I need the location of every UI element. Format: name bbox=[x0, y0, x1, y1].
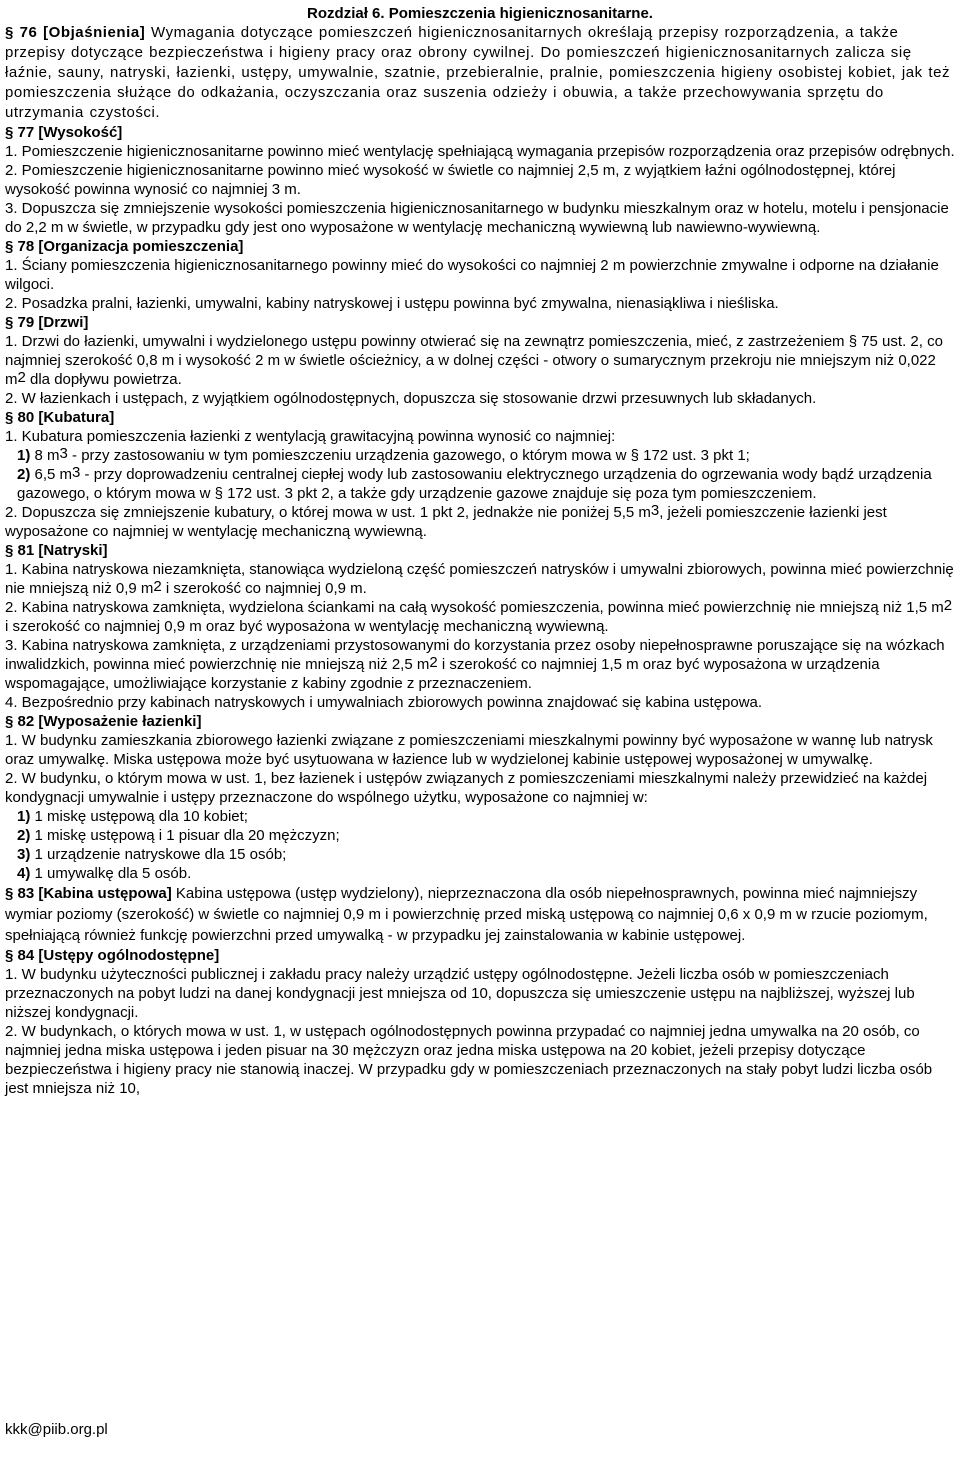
superscript: 3 bbox=[59, 445, 68, 462]
section-80-p2-text: 2. Dopuszcza się zmniejszenie kubatury, o której mowa w ust. 1 pkt 2, jednakże nie poniżej 5,5 m bbox=[5, 504, 651, 521]
section-80-item-1 bbox=[5, 446, 955, 465]
section-81-p2-text: 2. Kabina natryskowa zamknięta, wydzielona ściankami na całą wysokość pomieszczenia, powinna mieć powierzchnię nie mniejszą niż 1,5 m bbox=[5, 599, 944, 616]
item-text-end: - przy doprowadzeniu centralnej ciepłej wody lub zastosowaniu elektrycznego urządzenia do ogrzewania wody bądź urządzenia gazowego, o którym mowa w § 172 ust. 3 pkt 2, a także gdy urządzenie gazowe znajduje się poza tym pomieszczeniem. bbox=[17, 466, 932, 502]
section-82-p2: 2. W budynku, o którym mowa w ust. 1, bez łazienek i ustępów związanych z pomieszczeniami mieszkalnymi należy przewidzieć na każdej kondygnacji umywalnie i ustępy przeznaczone do wspólnego użytku, wyposażone co najmniej w: bbox=[5, 770, 928, 806]
section-82-item-4 bbox=[5, 864, 955, 883]
section-84-p1: 1. W budynku użyteczności publicznej i zakładu pracy należy urządzić ustępy ogólnodostępne. Jeżeli liczba osób w pomieszczeniach przeznaczonych na pobyt ludzi na danej kondygnacji jest mniejsza od 10, dopuszcza się umieszczenie ustępu na najbliższej, wyższej lub niższej kondygnacji. bbox=[5, 966, 915, 1021]
item-number: 3) bbox=[17, 846, 31, 863]
section-80-p2 bbox=[5, 503, 955, 541]
chapter-title: Rozdział 6. Pomieszczenia higienicznosanitarne. bbox=[307, 5, 653, 22]
section-82-p1: 1. W budynku zamieszkania zbiorowego łazienki związane z pomieszczeniami mieszkalnymi powinny być wyposażone w wannę lub natrysk oraz umywalkę. Miska ustępowa może być usytuowana w łazience lub w wydzielonej kabinie ustępowej wyposażonej w umywalkę. bbox=[5, 732, 933, 768]
section-82-heading: § 82 [Wyposażenie łazienki] bbox=[5, 713, 202, 730]
superscript: 3 bbox=[72, 464, 81, 481]
section-77-p2: 2. Pomieszczenie higienicznosanitarne powinno mieć wysokość w świetle co najmniej 2,5 m, z wyjątkiem łaźni ogólnodostępnej, której wysokość powinna wynosić co najmniej 3 m. bbox=[5, 162, 896, 198]
section-81-p2 bbox=[5, 598, 955, 636]
section-82-item-3 bbox=[5, 845, 955, 864]
superscript: 2 bbox=[943, 597, 953, 614]
section-80-item-2 bbox=[5, 465, 955, 503]
section-79-p1-text: 1. Drzwi do łazienki, umywalni i wydzielonego ustępu powinny otwierać się na zewnątrz pomieszczenia, mieć, z zastrzeżeniem § 75 ust. 2, co najmniej szerokość 0,8 m i wysokość 2 m w świetle ościeżnicy, a w dolnej części - otwory o sumarycznym przekroju nie mniejszym niż 0,022 m bbox=[5, 333, 943, 388]
section-76-text: Wymagania dotyczące pomieszczeń higienicznosanitarnych określają przepisy rozporządzenia, a także przepisy dotyczące bezpieczeństwa i higieny pracy oraz obrony cywilnej. Do pomieszczeń higienicznosanitarnych zalicza się łaźnie, sauny, natryski, łazienki, ustępy, umywalnie, szatnie, przebieralnie, pralnie, pomieszczenia higieny osobistej kobiet, jak też pomieszczenia służące do odkażania, oczyszczania oraz suszenia odzieży i obuwia, a także przechowywania sprzętu do utrzymania czystości. bbox=[5, 24, 951, 121]
document-page bbox=[5, 4, 955, 1098]
item-number: 2) bbox=[17, 827, 31, 844]
section-78-heading: § 78 [Organizacja pomieszczenia] bbox=[5, 238, 244, 255]
section-81-p2-end: i szerokość co najmniej 0,9 m oraz być wyposażona w wentylację mechaniczną wywiewną. bbox=[5, 618, 609, 635]
section-78-p2: 2. Posadzka pralni, łazienki, umywalni, kabiny natryskowej i ustępu powinna być zmywalna, nienasiąkliwa i nieśliska. bbox=[5, 295, 779, 312]
superscript: 2 bbox=[17, 369, 26, 386]
section-84-heading: § 84 [Ustępy ogólnodostępne] bbox=[5, 947, 220, 964]
section-84-p2: 2. W budynkach, o których mowa w ust. 1, w ustępach ogólnodostępnych powinna przypadać co najmniej jedna umywalka na 20 osób, co najmniej jedna miska ustępowa i jeden pisuar na 30 mężczyzn oraz jedna miska ustępowa na 20 kobiet, jeżeli przepisy dotyczące bezpieczeństwa i higieny pracy nie stanowią inaczej. W przypadku gdy w pomieszczeniach przeznaczonych na stały pobyt ludzi liczba osób jest mniejsza niż 10, bbox=[5, 1023, 933, 1097]
superscript: 3 bbox=[650, 502, 660, 519]
item-number: 2) bbox=[17, 466, 31, 483]
item-text-end: - przy zastosowaniu w tym pomieszczeniu urządzenia gazowego, o którym mowa w § 172 ust. 3 pkt 1; bbox=[67, 447, 750, 464]
section-77-p1: 1. Pomieszczenie higienicznosanitarne powinno mieć wentylację spełniającą wymagania przepisów rozporządzenia oraz przepisów odrębnych. bbox=[5, 143, 955, 160]
superscript: 2 bbox=[153, 578, 162, 595]
section-80-heading: § 80 [Kubatura] bbox=[5, 409, 115, 426]
section-81-heading: § 81 [Natryski] bbox=[5, 542, 108, 559]
section-78-p1: 1. Ściany pomieszczenia higienicznosanitarnego powinny mieć do wysokości co najmniej 2 m powierzchnie zmywalne i odporne na działanie wilgoci. bbox=[5, 257, 939, 293]
section-82-item-1 bbox=[5, 807, 955, 826]
section-81-p4: 4. Bezpośrednio przy kabinach natryskowych i umywalniach zbiorowych powinna znajdować się kabina ustępowa. bbox=[5, 694, 763, 711]
section-79-p2: 2. W łazienkach i ustępach, z wyjątkiem ogólnodostępnych, dopuszcza się stosowanie drzwi przesuwnych lub składanych. bbox=[5, 390, 817, 407]
section-76 bbox=[5, 23, 955, 123]
section-81-p3-end: i szerokość co najmniej 1,5 m oraz być wyposażona w urządzenia wspomagające, umożliwiające korzystanie z kabiny zgodnie z przeznaczeniem. bbox=[5, 656, 880, 692]
item-number: 4) bbox=[17, 865, 31, 882]
item-text: 8 m bbox=[30, 447, 60, 464]
section-80-p1: 1. Kubatura pomieszczenia łazienki z wentylacją grawitacyjną powinna wynosić co najmniej: bbox=[5, 428, 616, 445]
section-83-text: Kabina ustępowa (ustęp wydzielony), nieprzeznaczona dla osób niepełnosprawnych, powinna mieć najmniejszy wymiar poziomy (szerokość) w świetle co najmniej 0,9 m i powierzchnię przed miską ustępową co najmniej 0,6 x 0,9 m w rzucie poziomym, spełniającą również funkcję powierzchni przed umywalką - w przypadku jej zainstalowania w kabinie ustępowej. bbox=[5, 885, 928, 944]
item-text: 1 urządzenie natryskowe dla 15 osób; bbox=[30, 846, 287, 863]
section-81-p3 bbox=[5, 636, 955, 693]
section-80-p2-end: , jeżeli pomieszczenie łazienki jest wyposażone co najmniej w wentylację mechaniczną wywiewną. bbox=[5, 504, 887, 540]
item-text: 1 miskę ustępową i 1 pisuar dla 20 mężczyzn; bbox=[30, 827, 340, 844]
section-81-p3-text: 3. Kabina natryskowa zamknięta, z urządzeniami przystosowanymi do korzystania przez osoby niepełnosprawne poruszające się na wózkach inwalidzkich, powinna mieć powierzchnię nie mniejszą niż 2,5 m bbox=[5, 637, 945, 673]
item-number: 1) bbox=[17, 447, 31, 464]
section-83-heading: § 83 [Kabina ustępowa] bbox=[5, 885, 172, 902]
section-81-p1-text: 1. Kabina natryskowa niezamknięta, stanowiąca wydzieloną część pomieszczeń natrysków i umywalni zbiorowych, powinna mieć powierzchnię nie mniejszą niż 0,9 m bbox=[5, 561, 954, 597]
section-77-p3: 3. Dopuszcza się zmniejszenie wysokości pomieszczenia higienicznosanitarnego w budynku mieszkalnym oraz w hotelu, motelu i pensjonacie do 2,2 m w świetle, w przypadku gdy jest ono wyposażone w wentylację mechaniczną wywiewną lub nawiewno-wywiewną. bbox=[5, 200, 949, 236]
section-79-p1-end: dla dopływu powietrza. bbox=[25, 371, 182, 388]
section-81-p1 bbox=[5, 560, 955, 598]
section-79-heading: § 79 [Drzwi] bbox=[5, 314, 89, 331]
footer-email: kkk@piib.org.pl bbox=[5, 1421, 108, 1438]
section-79-p1 bbox=[5, 332, 955, 389]
section-83 bbox=[5, 883, 955, 946]
section-81-p1-end: i szerokość co najmniej 0,9 m. bbox=[161, 580, 367, 597]
section-77-heading: § 77 [Wysokość] bbox=[5, 124, 123, 141]
superscript: 2 bbox=[429, 654, 438, 671]
item-number: 1) bbox=[17, 808, 31, 825]
item-text: 6,5 m bbox=[30, 466, 73, 483]
section-82-item-2 bbox=[5, 826, 955, 845]
item-text: 1 umywalkę dla 5 osób. bbox=[30, 865, 192, 882]
item-text: 1 miskę ustępową dla 10 kobiet; bbox=[30, 808, 248, 825]
section-76-heading: § 76 [Objaśnienia] bbox=[5, 24, 146, 41]
